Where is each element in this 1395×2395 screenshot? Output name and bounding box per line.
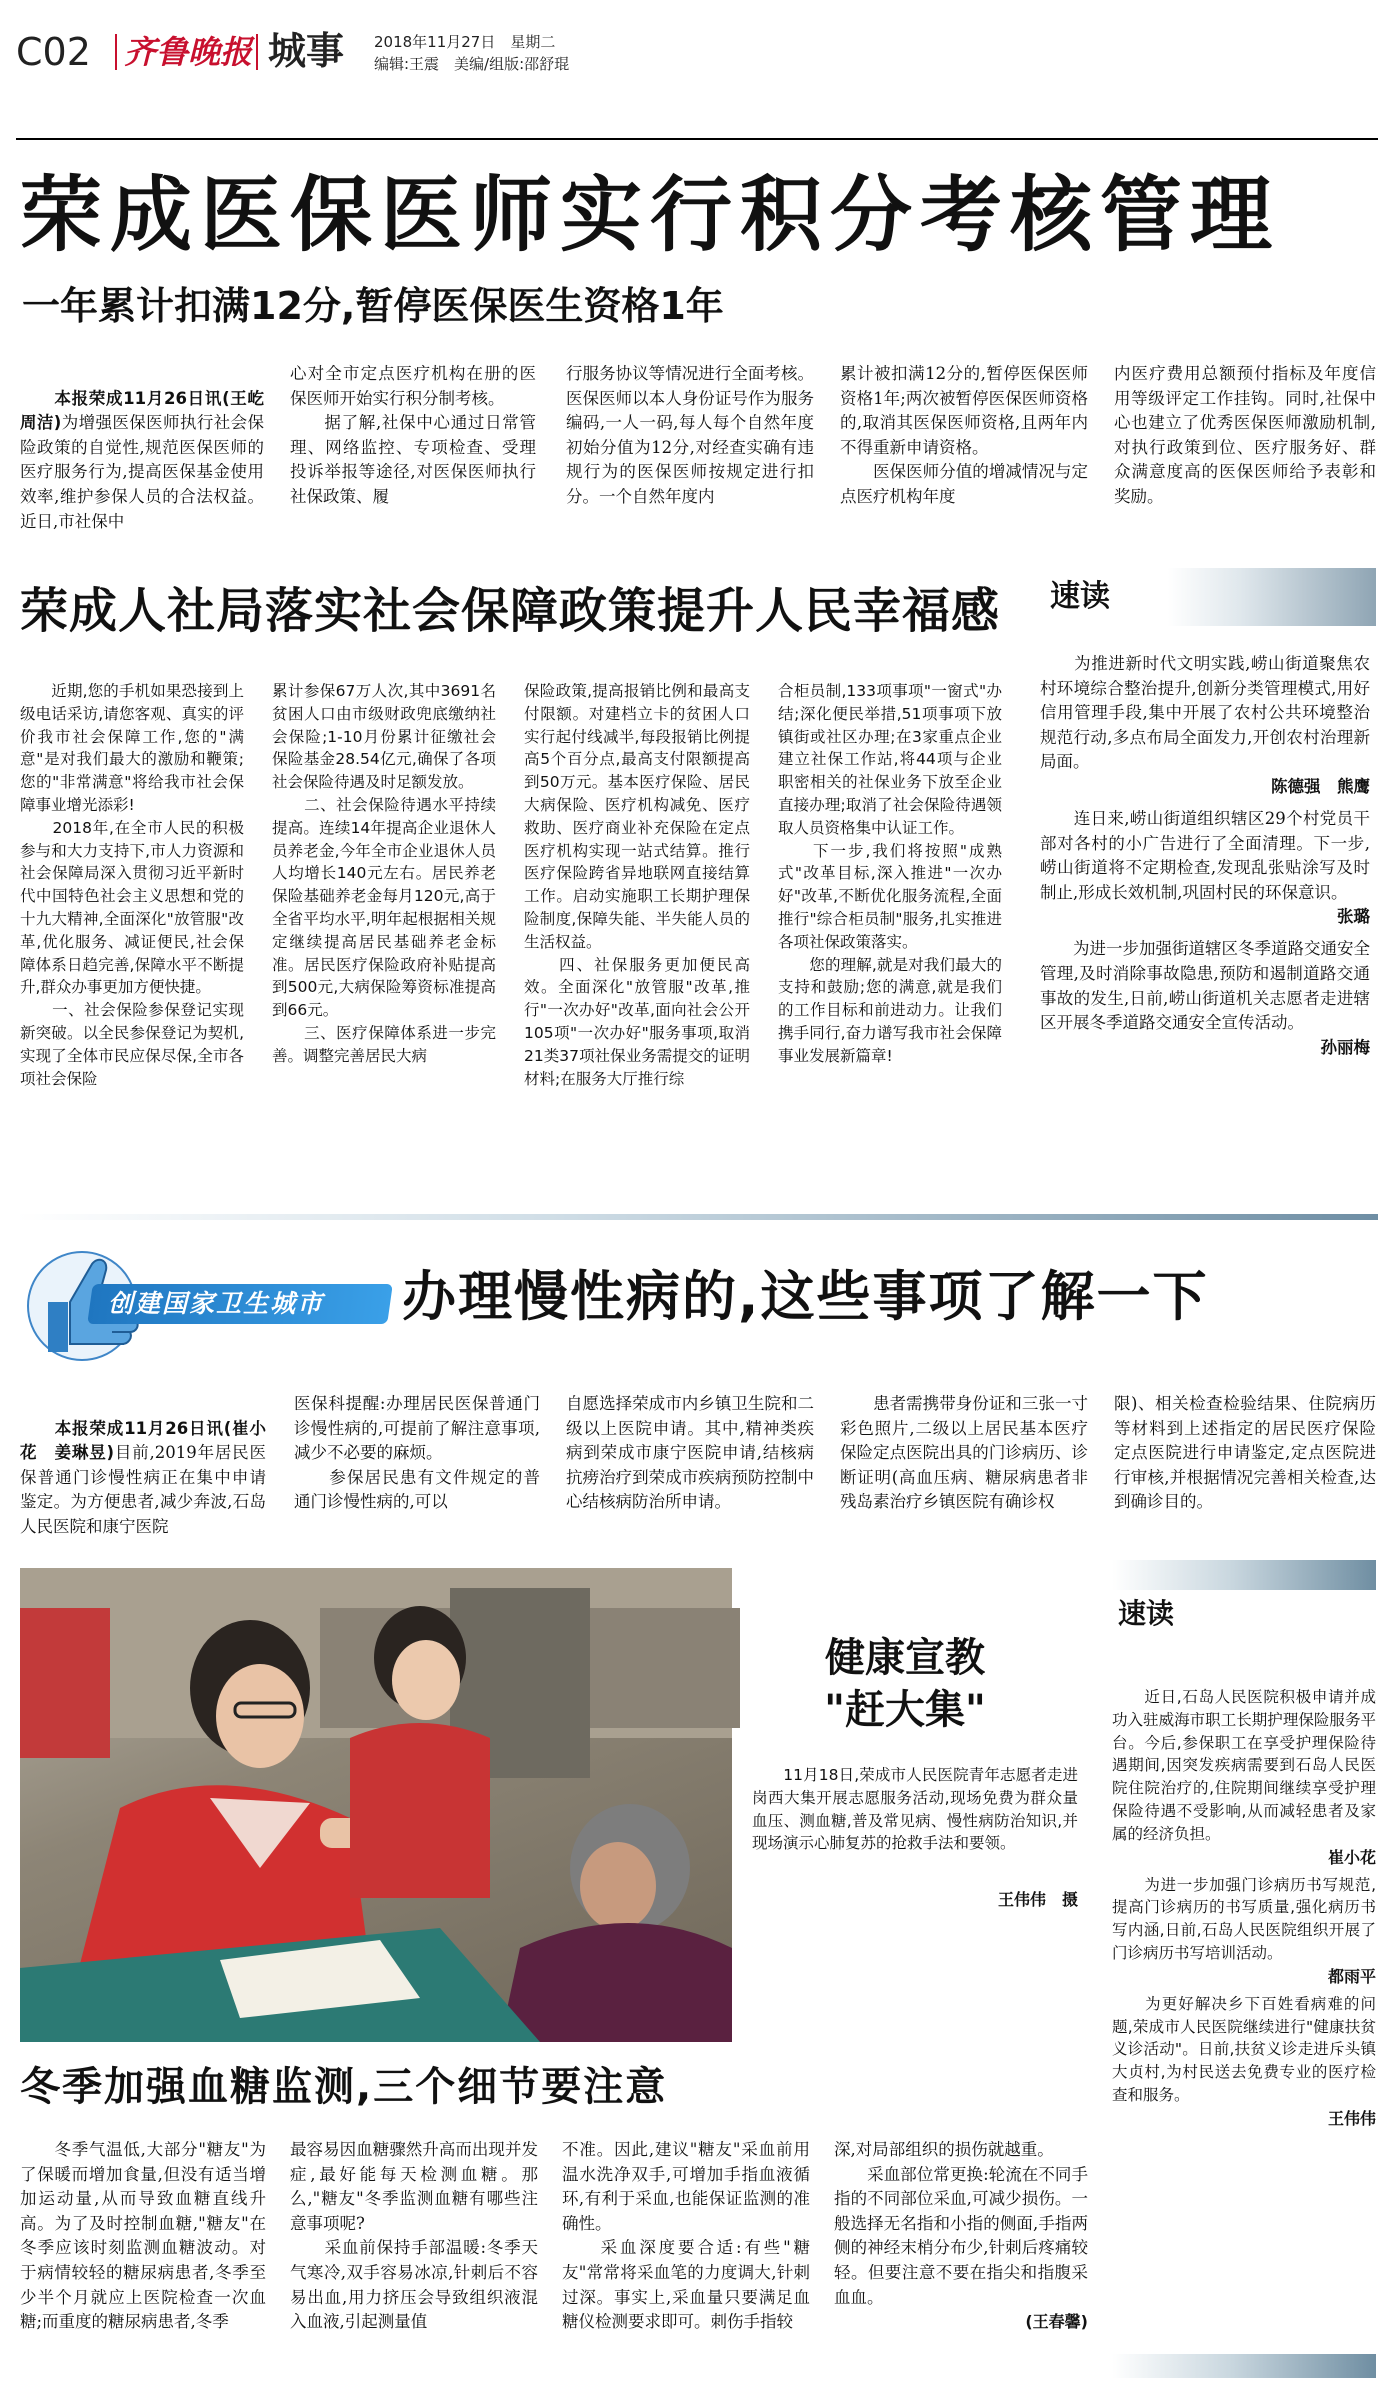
article3-col5: 限)、相关检查检验结果、住院病历等材料到上述指定的居民医疗保险定点医院进行申请鉴定,定点医院进行审核,并根据情况完善相关检查,达到确诊目的。 (1114, 1394, 1376, 1512)
article2-col1: 近期,您的手机如果恐接到上级电话采访,请您客观、真实的评价我市社会保障工作,您的"满意"是对我们最大的激励和鞭策;您的"非常满意"将给我市社会保障事业增光添彩! 2018年,在全市人民的积极参与和大力支持下,市人力资源和社会保障局深入贯彻习近平新时代中国特色社会主义思想和党的十九大精神,全面深化"放管服"改革,优化服务、减证便民,社会保障体系日趋完善,保障水平不断提升,群众办事更加方便快捷。 一、社会保险参保登记实现新突破。以全民参保登记为契机,实现了全体市民应保尽保,全市各项社会保险 (20, 682, 244, 1088)
article4-col1: 冬季气温低,大部分"糖友"为了保暖而增加食量,但没有适当增加运动量,从而导致血糖直线升高。为了及时控制血糖,"糖友"在冬季应该时刻监测血糖波动。对于病情较轻的糖尿病患者,冬季至少半个月就应上医院检查一次血糖;而重度的糖尿病患者,冬季 (20, 2140, 266, 2332)
editor-credits: 编辑:王震 美编/组版:邵舒琨 (374, 55, 570, 73)
section-name: 城事 (268, 29, 345, 73)
article3-col1: 本报荣成11月26日讯(崔小花 姜琳昱)目前,2019年居民医保普通门诊慢性病正在集中申请鉴定。为方便患者,减少奔波,石岛人民医院和康宁医院 (20, 1418, 267, 1536)
paper-logo: 齐鲁晚报 (124, 33, 253, 71)
article4-col4: 深,对局部组织的损伤就越重。 采血部位常更换:轮流在不同手指的不同部位采血,可减少损伤。一般选择无名指和小指的侧面,手指两侧的神经末梢分布少,针刺后疼痛较轻。但要注意不要在指尖和指腹采血血。 (834, 2140, 1088, 2307)
masthead-divider (115, 34, 117, 70)
article1-col2: 心对全市定点医疗机构在册的医保医师开始实行积分制考核。 据了解,社保中心通过日常管理、网络监控、专项检查、受理投诉举报等途径,对医保医师执行社保政策、履 (290, 364, 536, 506)
sidebar1-title: 速读 (1050, 579, 1110, 614)
section-separator (16, 1214, 1378, 1220)
news-photo (20, 1568, 732, 2042)
article3-headline: 办理慢性病的,这些事项了解一下 (402, 1265, 1209, 1328)
date: 2018年11月27日 (374, 33, 496, 51)
campaign-banner (20, 1244, 390, 1364)
article4-headline: 冬季加强血糖监测,三个细节要注意 (20, 2064, 668, 2110)
masthead-divider (256, 34, 258, 70)
article3-col3: 自愿选择荣成市内乡镇卫生院和二级以上医院申请。其中,精神类疾病到荣成市康宁医院申请,结核病抗痨治疗到荣成市疾病预防控制中心结核病防治所申请。 (566, 1394, 814, 1512)
article2-headline: 荣成人社局落实社会保障政策提升人民幸福感 (20, 583, 1001, 639)
article2-col4: 合柜员制,133项事项"一窗式"办结;深化便民举措,51项事项下放镇街或社区办理;在3家重点企业建立社保工作站,将44项与企业职密相关的社保业务下放至企业直接办理;取消了社会保险待遇领取人员资格集中认证工作。 下一步,我们将按照"成熟式"改革目标,深入推进"一次办好"改革,不断优化服务流程,全面推行"综合柜员制"服务,扎实推进各项社保政策落实。 您的理解,就是对我们最大的支持和鼓励;您的满意,就是我们的工作目标和前进动力。让我们携手同行,奋力谱写我市社会保障事业发展新篇章! (778, 682, 1002, 1065)
article3-col2: 医保科提醒:办理居民医保普通门诊慢性病的,可提前了解注意事项,减少不必要的麻烦。 参保居民患有文件规定的普通门诊慢性病的,可以 (294, 1394, 540, 1512)
article3-col4: 患者需携带身份证和三张一寸彩色照片,二级以上居民基本医疗保险定点医院出具的门诊病历、诊断证明(高血压病、糖尿病患者非残岛素治疗乡镇医院有确诊权 (840, 1394, 1088, 1512)
weekday: 星期二 (510, 33, 556, 51)
article4-col4-wrap (834, 2138, 1088, 2388)
sidebar1-body (1040, 652, 1370, 1182)
sidebar1-p3-byline: 孙丽梅 (1320, 1037, 1370, 1057)
dateline: 本报荣成11月26日讯(王屹 周洁) (20, 388, 281, 433)
issue-date (374, 32, 555, 52)
article2-col2: 累计参保67万人次,其中3691名贫困人口由市级财政兜底缴纳社会保险;1-10月份累计征缴社会保险基金28.54亿元,确保了各项社会保险待遇及时足额发放。 二、社会保险待遇水平持续提高。连续14年提高企业退休人员养老金,今年全市企业退休人员人均增长140元左右。居民养老保险基础养老金每月120元,高于全省平均水平,明年起根据相关规定继续提高居民基础养老金标准。居民医疗保险政府补贴提高到500元,大病保险筹资标准提高到66元。 三、医疗保障体系进一步完善。调整完善居民大病 (272, 682, 496, 1065)
page-code: C02 (16, 30, 91, 74)
article4-byline: (王春馨) (1025, 2312, 1088, 2332)
article4-col3: 不准。因此,建议"糖友"采血前用温水洗净双手,可增加手指血液循环,有利于采血,也能保证监测的准确性。 采血深度要合适:有些"糖友"常常将采血笔的力度调大,针刺过深。事实上,采血量只要满足血糖仪检测要求即可。刺伤手指较 (562, 2140, 810, 2332)
sidebar2-footer-bar (1112, 2354, 1376, 2378)
campaign-banner-text: 创建国家卫生城市 (108, 1289, 325, 1318)
sidebar2-p1-byline: 崔小花 (1327, 1847, 1376, 1867)
sidebar2-p3: 为更好解决乡下百姓看病难的问题,荣成市人民医院继续进行"健康扶贫义诊活动"。日前,扶贫义诊走进斥头镇大贞村,为村民送去免费专业的医疗检查和服务。 (1112, 1994, 1376, 2104)
article1-subheadline: 一年累计扣满12分,暂停医保医生资格1年 (22, 284, 724, 328)
sidebar2-title: 速读 (1118, 1597, 1175, 1630)
article1-col5: 内医疗费用总额预付指标及年度信用等级评定工作挂钩。同时,社保中心也建立了优秀医保医师激励机制,对执行政策到位、医疗服务好、群众满意度高的医保医师给予表彰和奖励。 (1114, 364, 1376, 506)
article2-col3: 保险政策,提高报销比例和最高支付限额。对建档立卡的贫困人口实行起付线减半,每段报销比例提高5个百分点,最高支付限额提高到50万元。基本医疗保险、居民大病保险、医疗机构减免、医疗救助、医疗商业补充保险在定点医疗机构实现一站式结算。推行医疗保险跨省异地联网直接结算工作。启动实施职工长期护理保险制度,保障失能、半失能人员的生活权益。 四、社保服务更加便民高效。全面深化"放管服"改革,推行"一次办好"改革,面向社会公开105项"一次办好"服务事项,取消21类37项社保业务需提交的证明材料;在服务大厅推行综 (524, 682, 750, 1088)
article1-headline: 荣成医保医师实行积分考核管理 (20, 168, 1281, 263)
sidebar2-p2-byline: 都雨平 (1327, 1966, 1376, 1986)
photo-caption-title-line2: "赶大集" (824, 1686, 986, 1733)
photo-caption-title (740, 1632, 1070, 1736)
sidebar2-p3-byline: 王伟伟 (1327, 2108, 1376, 2128)
sidebar2-body (1112, 1686, 1376, 2326)
article1-col3: 行服务协议等情况进行全面考核。医保医师以本人身份证号作为服务编码,一人一码,每人每个自然年度初始分值为12分,对经查实确有违规行为的医保医师按规定进行扣分。一个自然年度内 (566, 364, 814, 506)
volunteers-checking-villager-photo (20, 1568, 732, 2042)
sidebar1-p1-byline: 陈德强 熊鹰 (1271, 776, 1370, 796)
sidebar1-p2-byline: 张璐 (1337, 907, 1370, 927)
dateline: 本报荣成11月26日讯(崔小花 姜琳昱) (20, 1418, 267, 1463)
sidebar2-p2: 为进一步加强门诊病历书写规范,提高门诊病历的书写质量,强化病历书写内涵,日前,石岛人民医院组织开展了门诊病历书写培训活动。 (1112, 1875, 1376, 1962)
sidebar2-p1: 近日,石岛人民医院积极申请并成功入驻威海市职工长期护理保险服务平台。今后,参保职工在享受护理保险待遇期间,因突发疾病需要到石岛人民医院住院治疗的,住院期间继续享受护理保险待遇不受影响,从而减轻患者及家属的经济负担。 (1112, 1688, 1376, 1843)
sidebar1-p1: 为推进新时代文明实践,崂山街道聚焦农村环境综合整治提升,创新分类管理模式,用好信用管理手段,集中开展了农村公共环境整治规范行动,多点布局全面发力,开创农村治理新局面。 (1040, 654, 1370, 772)
article1-col4: 累计被扣满12分的,暂停医保医师资格1年;两次被暂停医保医师资格的,取消其医保医师资格,且两年内不得重新申请资格。 医保医师分值的增减情况与定点医疗机构年度 (840, 364, 1088, 506)
photo-caption-text: 11月18日,荣成市人民医院青年志愿者走进岗西大集开展志愿服务活动,现场免费为群众量血压、测血糖,普及常见病、慢性病防治知识,并现场演示心肺复苏的抢救手法和要领。 (752, 1766, 1078, 1853)
article4-col2: 最容易因血糖骤然升高而出现并发症,最好能每天检测血糖。那么,"糖友"冬季监测血糖有哪些注意事项呢? 采血前保持手部温暖:冬季天气寒冷,双手容易冰凉,针刺后不容易出血,用力挤压会导致组织液混入血液,引起测量值 (290, 2140, 538, 2332)
sidebar2-header-bar (1112, 1560, 1376, 1590)
article1-col1: 本报荣成11月26日讯(王屹 周洁)为增强医保医师执行社会保险政策的自觉性,规范医保医师的医疗服务行为,提高医保基金使用效率,维护参保人员的合法权益。近日,市社保中 (20, 388, 281, 531)
sidebar1-p2: 连日来,崂山街道组织辖区29个村党员干部对各村的小广告进行了全面清理。下一步,崂山街道将不定期检查,发现乱张贴涂写及时制止,形成长效机制,巩固村民的环保意识。 (1040, 808, 1370, 902)
masthead-rule (16, 138, 1378, 140)
sidebar1-p3: 为进一步加强街道辖区冬季道路交通安全管理,及时消除事故隐患,预防和遏制道路交通事故的发生,日前,崂山街道机关志愿者走进辖区开展冬季道路交通安全宣传活动。 (1040, 939, 1370, 1033)
photo-caption-title-line1: 健康宣教 (825, 1634, 985, 1681)
photo-credit: 王伟伟 摄 (997, 1890, 1078, 1909)
